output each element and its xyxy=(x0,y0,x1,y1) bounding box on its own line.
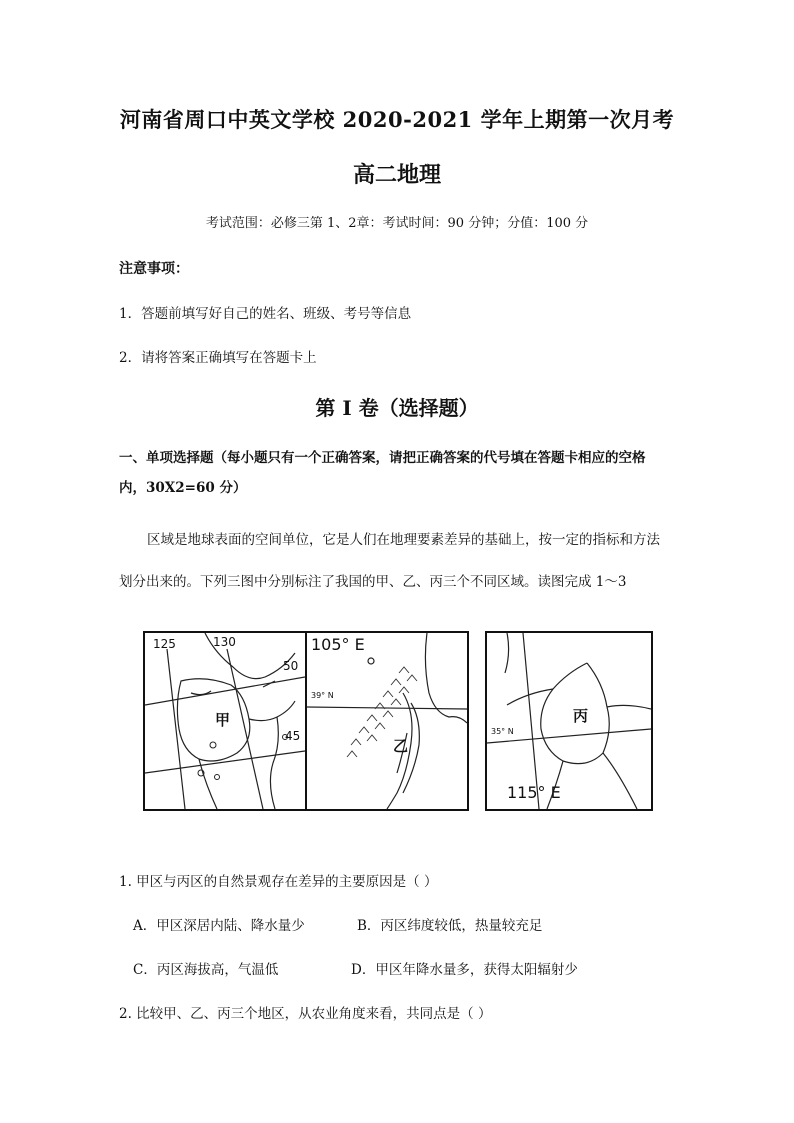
map-jia-lon1-label: 125 xyxy=(153,637,176,651)
exam-meta: 考试范围：必修三第 1、2章：考试时间：90 分钟；分值：100 分 xyxy=(205,216,589,231)
map-yi-lon-label: 105° E xyxy=(311,635,365,654)
map-jia xyxy=(143,631,307,811)
part-instruction-line1: 一、单项选择题（每小题只有一个正确答案，请把正确答案的代号填在答题卡相应的空格 xyxy=(119,450,646,466)
map-yi-lat-label: 39° N xyxy=(311,691,334,700)
question-1-option-b: B．丙区纬度较低，热量较充足 xyxy=(357,918,543,934)
intro-line1: 区域是地球表面的空间单位，它是人们在地理要素差异的基础上，按一定的指标和方法 xyxy=(147,532,660,548)
part-instruction-line2: 内，30X2=60 分） xyxy=(119,480,247,496)
map-yi xyxy=(305,631,469,811)
question-1-option-d: D．甲区年降水量多，获得太阳辐射少 xyxy=(351,962,578,978)
notice-item-2: 2．请将答案正确填写在答题卡上 xyxy=(119,350,317,366)
map-jia-lon2-label: 130 xyxy=(213,635,236,649)
question-1-stem: 1. 甲区与丙区的自然景观存在差异的主要原因是（ ） xyxy=(119,874,438,890)
map-jia-lat1-label: 50 xyxy=(283,659,299,673)
notice-item-1: 1．答题前填写好自己的姓名、班级、考号等信息 xyxy=(119,306,412,322)
map-bing xyxy=(485,631,653,811)
map-bing-region-label: 丙 xyxy=(573,707,589,725)
map-bing-lon-label: 115° E xyxy=(507,783,561,802)
question-2-stem: 2. 比较甲、乙、丙三个地区，从农业角度来看，共同点是（ ） xyxy=(119,1006,492,1022)
map-jia-region-label: 甲 xyxy=(215,711,231,729)
question-1-option-c: C．丙区海拔高，气温低 xyxy=(133,962,279,978)
intro-line2: 划分出来的。下列三图中分别标注了我国的甲、乙、丙三个不同区域。读图完成 1～3 xyxy=(119,574,627,590)
notice-heading: 注意事项： xyxy=(119,261,189,277)
map-yi-region-label: 乙 xyxy=(393,737,409,755)
exam-title: 河南省周口中英文学校 2020-2021 学年上期第一次月考 xyxy=(119,107,675,132)
question-1-option-a: A．甲区深居内陆、降水量少 xyxy=(133,918,305,934)
section-title: 第 I 卷（选择题） xyxy=(315,396,479,420)
map-yi-drawing xyxy=(307,633,467,809)
subject-title: 高二地理 xyxy=(352,162,441,188)
map-jia-lat2-label: 45 xyxy=(285,729,301,743)
map-bing-lat-label: 35° N xyxy=(491,727,514,736)
